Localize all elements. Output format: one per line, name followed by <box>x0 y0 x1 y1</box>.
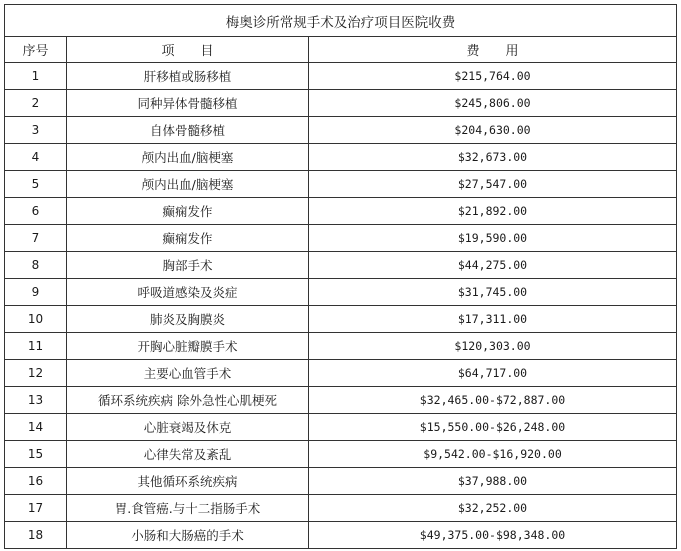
row-fee: $19,590.00 <box>309 225 677 252</box>
row-fee: $21,892.00 <box>309 198 677 225</box>
row-fee: $37,988.00 <box>309 468 677 495</box>
table-row <box>5 117 677 144</box>
row-item: 肺炎及胸膜炎 <box>67 306 309 333</box>
row-item: 其他循环系统疾病 <box>67 468 309 495</box>
table-row <box>5 306 677 333</box>
table-row <box>5 171 677 198</box>
row-item: 开胸心脏瓣膜手术 <box>67 333 309 360</box>
row-number: 12 <box>5 360 67 387</box>
table-row <box>5 333 677 360</box>
row-number: 13 <box>5 387 67 414</box>
row-item: 胃.食管癌.与十二指肠手术 <box>67 495 309 522</box>
row-number: 4 <box>5 144 67 171</box>
table-row <box>5 198 677 225</box>
row-number: 17 <box>5 495 67 522</box>
table-body <box>5 63 677 549</box>
row-fee: $27,547.00 <box>309 171 677 198</box>
row-item: 小肠和大肠癌的手术 <box>67 522 309 549</box>
row-fee: $31,745.00 <box>309 279 677 306</box>
row-number: 18 <box>5 522 67 549</box>
row-item: 颅内出血/脑梗塞 <box>67 144 309 171</box>
table-row <box>5 441 677 468</box>
row-fee: $245,806.00 <box>309 90 677 117</box>
row-item: 癫痫发作 <box>67 225 309 252</box>
row-item: 颅内出血/脑梗塞 <box>67 171 309 198</box>
table-title: 梅奥诊所常规手术及治疗项目医院收费 <box>5 5 677 37</box>
table-row <box>5 90 677 117</box>
row-number: 1 <box>5 63 67 90</box>
row-fee: $215,764.00 <box>309 63 677 90</box>
table-row <box>5 279 677 306</box>
fee-table-container <box>4 4 676 549</box>
row-item: 同种异体骨髓移植 <box>67 90 309 117</box>
row-number: 2 <box>5 90 67 117</box>
header-item: 项 目 <box>67 37 309 63</box>
row-fee: $32,252.00 <box>309 495 677 522</box>
table-row <box>5 468 677 495</box>
table-row <box>5 495 677 522</box>
row-item: 主要心血管手术 <box>67 360 309 387</box>
table-row <box>5 414 677 441</box>
row-number: 3 <box>5 117 67 144</box>
row-fee: $17,311.00 <box>309 306 677 333</box>
row-number: 11 <box>5 333 67 360</box>
table-header-row <box>5 37 677 63</box>
row-fee: $120,303.00 <box>309 333 677 360</box>
table-title-row <box>5 5 677 37</box>
header-no: 序号 <box>5 37 67 63</box>
row-item: 呼吸道感染及炎症 <box>67 279 309 306</box>
row-item: 癫痫发作 <box>67 198 309 225</box>
row-number: 9 <box>5 279 67 306</box>
row-number: 15 <box>5 441 67 468</box>
row-fee: $15,550.00-$26,248.00 <box>309 414 677 441</box>
row-item: 自体骨髓移植 <box>67 117 309 144</box>
table-row <box>5 252 677 279</box>
table-row <box>5 144 677 171</box>
row-fee: $32,673.00 <box>309 144 677 171</box>
row-fee: $204,630.00 <box>309 117 677 144</box>
row-number: 16 <box>5 468 67 495</box>
row-number: 6 <box>5 198 67 225</box>
table-row <box>5 360 677 387</box>
table-row <box>5 522 677 549</box>
row-number: 5 <box>5 171 67 198</box>
row-number: 14 <box>5 414 67 441</box>
row-number: 7 <box>5 225 67 252</box>
header-fee: 费 用 <box>309 37 677 63</box>
row-fee: $64,717.00 <box>309 360 677 387</box>
row-item: 胸部手术 <box>67 252 309 279</box>
row-fee: $49,375.00-$98,348.00 <box>309 522 677 549</box>
row-item: 心律失常及紊乱 <box>67 441 309 468</box>
row-fee: $32,465.00-$72,887.00 <box>309 387 677 414</box>
row-item: 循环系统疾病 除外急性心肌梗死 <box>67 387 309 414</box>
table-row <box>5 63 677 90</box>
row-item: 心脏衰竭及休克 <box>67 414 309 441</box>
row-fee: $9,542.00-$16,920.00 <box>309 441 677 468</box>
row-item: 肝移植或肠移植 <box>67 63 309 90</box>
row-number: 8 <box>5 252 67 279</box>
table-row <box>5 225 677 252</box>
table-row <box>5 387 677 414</box>
row-number: 10 <box>5 306 67 333</box>
row-fee: $44,275.00 <box>309 252 677 279</box>
fee-table <box>4 4 677 549</box>
